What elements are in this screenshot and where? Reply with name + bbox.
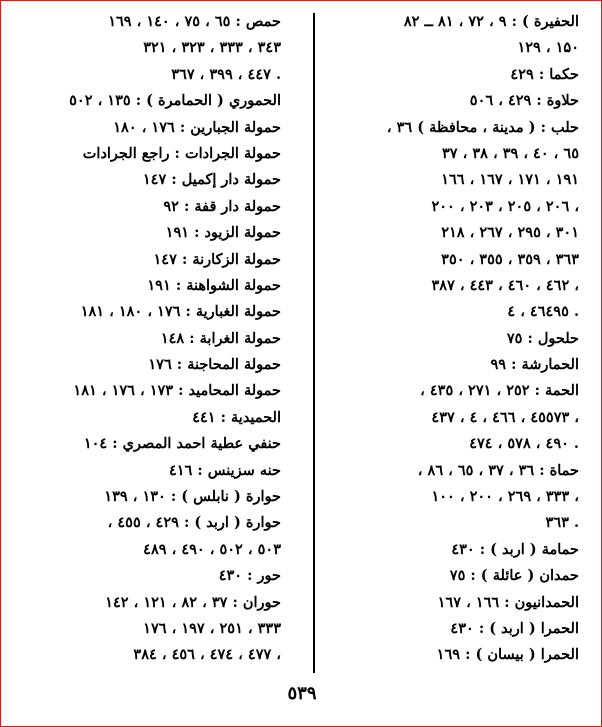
index-entry-line: الحمرا ( بيسان ) : ۱٦۹ <box>436 646 579 664</box>
index-entry-line: الحموري ( الحمامرة ) : ۱۳٥ ، ٥۰۲ <box>69 92 281 110</box>
index-entry-line: حمولة الزيود : ۱۹۱ <box>165 224 281 242</box>
index-entry-line: حمدان ( عائلة ) : ۷٥ <box>449 567 579 585</box>
index-entry-line: حمولة الشواهنة : ۱۹۱ <box>147 276 281 294</box>
index-entry-line: ۲۰۰ ، ۲۰۳ ، ۲۰٥ ، ۲۰٦ ، <box>431 197 579 215</box>
index-entry-line: الحفيرة ) : ۹ ، ۷۲ ، ۸۱ ــ ۸۲ <box>403 13 579 30</box>
index-entry-line: حوارة ( نابلس ) : ۱۳۰ ، ۱۳۹ <box>104 488 281 506</box>
index-entry-line: حمولة دار قفة : ۹۲ <box>163 197 281 215</box>
index-entry-line: حكما : ٤٢۹ <box>510 65 579 83</box>
index-entry-line: حوارة ( اربد ) : ٤۲۹ ، ٤٥٥ ، <box>107 514 281 532</box>
index-entry-line: حلحول : ۷٥ <box>506 329 579 347</box>
column-divider <box>313 13 315 673</box>
index-entry-line: حلاوة : ٤٢۹ ، ٥۰٦ <box>469 92 579 110</box>
index-entry-line: ۱۰۰ ، ۲۰۰ ، ۲٦۹ ، ۳۳۳ ، <box>431 488 579 506</box>
index-entry-line: حمولة الزكارنة : ۱٤۷ <box>153 250 281 268</box>
index-entry-line: ٤٦٤ ، ٤۹٥ . <box>507 303 579 321</box>
index-entry-line: حمولة المحاميد : ۱۷۳ ، ۱۷٦ ، ۱۸۱ <box>73 382 281 400</box>
index-column-right <box>319 9 579 669</box>
index-entry-line: ۳٦۷ ، ۳۹۹ ، ٤٤۷ . <box>171 65 281 83</box>
index-entry-line: الحمارشة : ۹۹ <box>490 356 579 374</box>
index-entry-line: حمولة المحاجنة : ۱۷٦ <box>148 356 281 374</box>
index-entry-line: ۳٥۰ ، ۳٥٥ ، ۳٥۹ ، ۳٦۳ <box>441 250 579 268</box>
index-entry-line: الحمة : ۲٥۲ ، ۲۷۱ ، ٤۳٥ ، <box>420 382 579 400</box>
index-entry-line: ۳٦۳ . <box>545 514 579 532</box>
index-entry-line: ۳۸۷ ، ٤٤۳ ، ٤٦۰ ، ٤٦۲ ، <box>431 276 579 294</box>
index-entry-line: ۳۸٤ ، ٤٥٦ ، ٤۷٤ ، ٤۷۷ ، <box>133 646 281 664</box>
index-entry-line: حمولة الجبارين : ۱۷٦ ، ۱۸۰ <box>113 118 281 136</box>
index-entry-line: ٤۸۹ ، ٤۹۰ ، ٥۰۲ ، ٥۰۳ <box>143 540 281 558</box>
index-entry-line: ۲۱۸ ، ۲٦۷ ، ۲۹٥ ، ۳۰۱ <box>441 224 579 242</box>
index-entry-line: ۱۲۹ ، ۱۵۰ <box>517 39 579 57</box>
index-entry-line: حور : ٤۳۰ <box>218 567 281 585</box>
index-entry-line: ٤۷٥ ، ٤۷۸ ، ٤۹۰ . <box>469 435 579 453</box>
index-entry-line: ۳۷ ، ۳۸ ، ۳۹ ، ٤۰ ، ٦٥ <box>441 144 579 162</box>
index-entry-line: حمولة الغرابة : ۱٤۸ <box>160 329 281 347</box>
index-entry-line: حمولة الغبارية : ۱۷٦ ، ۱۸۰ ، ۱۸۱ <box>80 303 281 321</box>
index-column-left <box>13 9 281 669</box>
index-entry-line: حمولة الجرادات : راجع الجرادات <box>82 144 281 162</box>
index-entry-line: الحميدية : ٤٤۱ <box>192 408 281 426</box>
index-entry-line: حمولة دار إكميل : ۱٤۷ <box>142 171 281 189</box>
page-number: ٥۳۹ <box>287 683 317 704</box>
index-entry-line: حنفي عطية احمد المصري : ۱۰٤ <box>83 435 281 453</box>
index-entry-line: حمص : ٦٥ ، ۷٥ ، ۱٤۰ ، ۱٦۹ <box>108 13 281 30</box>
index-entry-line: حنه سزينس : ٤۱٦ <box>168 461 281 479</box>
index-entry-line: ۱۷٦ ، ۱۹۷ ، ۲٥۱ ، ۳۳۳ <box>143 619 281 637</box>
index-entry-line: الحمرا ( اربد ) : ٤۳۰ <box>450 619 579 637</box>
index-entry-line: ۳۲۱ ، ۳۲۳ ، ۳۳۳ ، ۳٤۳ <box>143 39 281 57</box>
index-entry-line: حلب : ( مدينة ، محافظة ) ۳٦ ، <box>386 118 579 136</box>
index-entry-line: حمامة ( اربد ) : ٤۳۰ <box>451 540 579 558</box>
index-entry-line: حماة : ۳٦ ، ۳۷ ، ٦٥ ، ۸٦ ، <box>417 461 579 479</box>
index-entry-line: ٤۳۷ ، ٤٥٥ ، ٤٦٦ ، ٤۷۳ ، <box>431 408 579 426</box>
index-entry-line: حوران : ۳۷ ، ۸۲ ، ۱۲۱ ، ۱٤۲ <box>105 593 281 611</box>
index-entry-line: ۱٦٦ ، ۱٦۷ ، ۱۷۱ ، ۱۹۱ <box>441 171 579 189</box>
index-entry-line: الحمدانيون : ۱٦٦ ، ۱٦۷ <box>437 593 579 611</box>
